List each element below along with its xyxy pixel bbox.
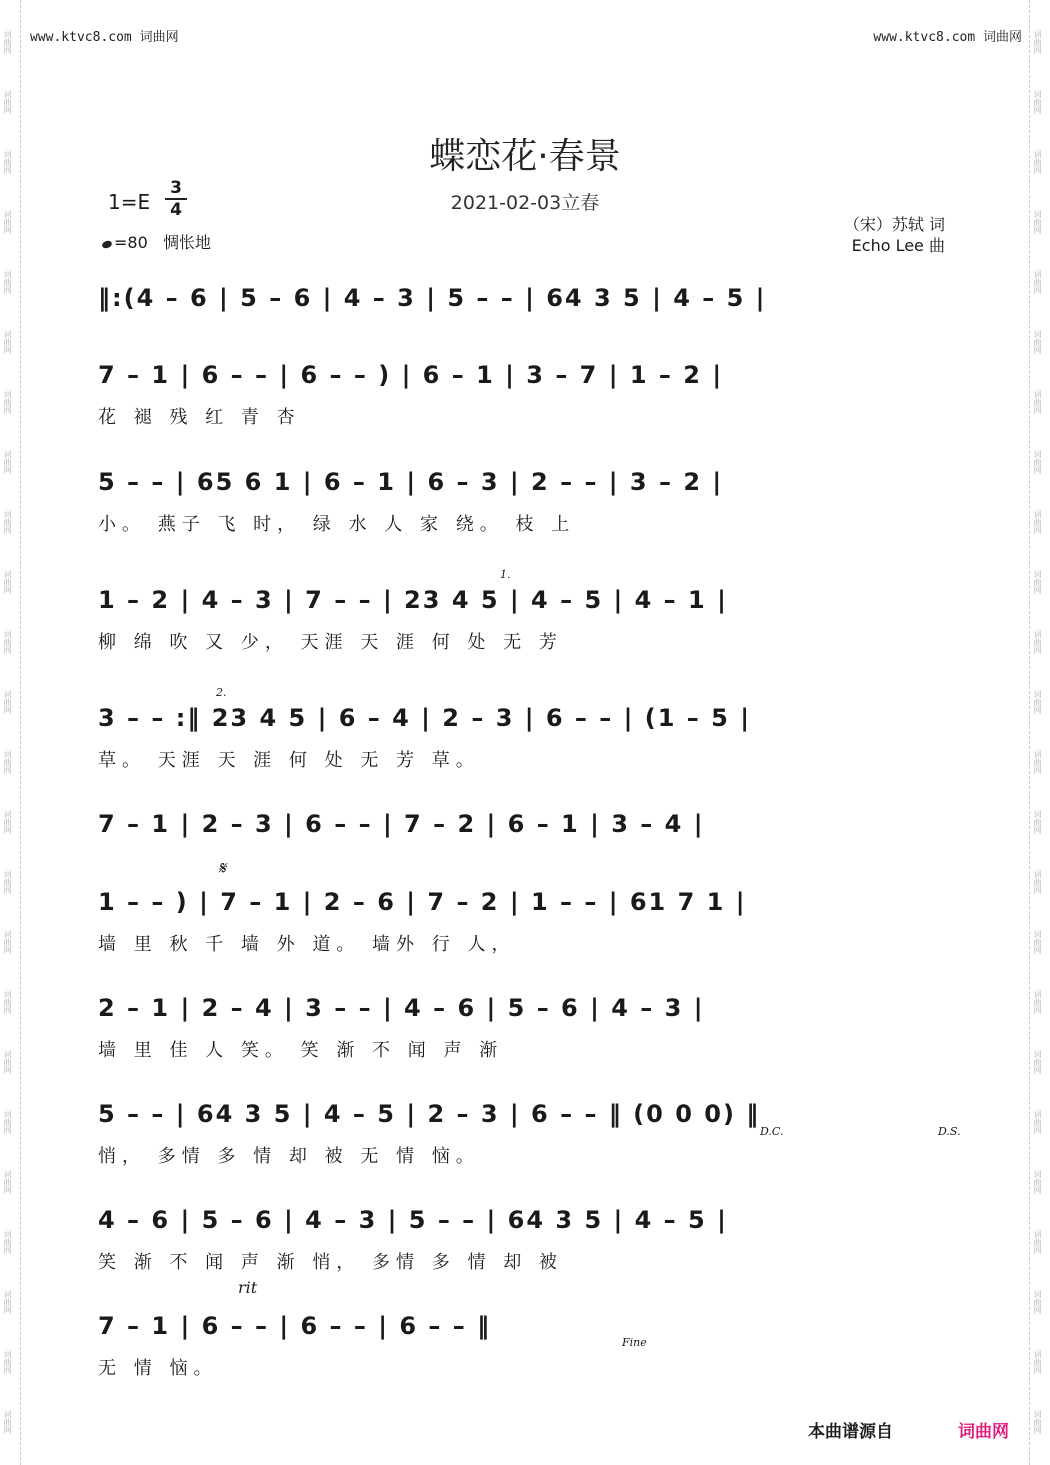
side-watermark-text: 词曲网	[3, 1170, 12, 1194]
side-watermark-text: 词曲网	[1033, 1050, 1042, 1074]
lyrics-line: 柳 绵 吹 又 少， 天涯 天 涯 何 处 无 芳	[98, 632, 563, 653]
side-watermark-text: 词曲网	[3, 450, 12, 474]
side-watermark-text: 词曲网	[1033, 690, 1042, 714]
lyrics-line: 墙 里 秋 千 墙 外 道。 墙外 行 人，	[98, 934, 516, 955]
side-watermark-text: 词曲网	[1033, 330, 1042, 354]
notes-line: ‖:(4 – 6 | 5 – 6 | 4 – 3 | 5 – – | 64 3 5 | 4 – 5 |	[98, 284, 767, 312]
notes-line: 7 – 1 | 2 – 3 | 6 – – | 7 – 2 | 6 – 1 | 3 – 4 |	[98, 810, 705, 838]
side-watermark-text: 词曲网	[1033, 30, 1042, 54]
notes-line: 4 – 6 | 5 – 6 | 4 – 3 | 5 – – | 64 3 5 | 4 – 5 |	[98, 1206, 728, 1234]
notes-line: 2 – 1 | 2 – 4 | 3 – – | 4 – 6 | 5 – 6 | 4 – 3 |	[98, 994, 705, 1022]
header-left: www.ktvc8.com 词曲网	[30, 30, 179, 45]
lyrics-line: 悄， 多情 多 情 却 被 无 情 恼。	[98, 1146, 480, 1167]
score-system	[98, 355, 950, 465]
composer-credit: Echo Lee 曲	[851, 236, 945, 255]
side-watermark-text: 词曲网	[1033, 1170, 1042, 1194]
side-watermark-text: 词曲网	[3, 630, 12, 654]
lyrics-line: 花 褪 残 红 青 杏	[98, 407, 301, 428]
score-system	[98, 698, 950, 808]
score-system	[98, 580, 950, 690]
side-watermark-text: 词曲网	[3, 90, 12, 114]
side-watermark-text: 词曲网	[3, 390, 12, 414]
lyrics-line: 草。 天涯 天 涯 何 处 无 芳 草。	[98, 750, 480, 771]
page-title: 蝶恋花·春景	[429, 136, 621, 177]
side-watermark-text: 词曲网	[3, 1050, 12, 1074]
side-watermark-text: 词曲网	[1033, 90, 1042, 114]
side-watermark-text: 词曲网	[1033, 810, 1042, 834]
side-watermark-text: 词曲网	[1033, 630, 1042, 654]
side-watermark-text: 词曲网	[3, 510, 12, 534]
side-watermark-text: 词曲网	[1033, 1350, 1042, 1374]
ds-marker: D.S.	[938, 1125, 961, 1138]
side-watermark-text: 词曲网	[1033, 210, 1042, 234]
side-watermark-text: 词曲网	[1033, 1290, 1042, 1314]
score-system	[98, 462, 950, 572]
score-system	[98, 1306, 950, 1416]
dc-marker: D.C.	[760, 1125, 784, 1138]
side-watermark-text: 词曲网	[1033, 510, 1042, 534]
notes-line: 3 – – :‖ 23 4 5 | 6 – 4 | 2 – 3 | 6 – – | (1 – 5 |	[98, 704, 751, 732]
score-system	[98, 882, 950, 992]
notes-line: 7 – 1 | 6 – – | 6 – – ) | 6 – 1 | 3 – 7 | 1 – 2 |	[98, 361, 724, 389]
side-watermark-text: 词曲网	[3, 750, 12, 774]
side-watermark-text: 词曲网	[1033, 390, 1042, 414]
volta-1-marker: 1.	[500, 568, 511, 581]
side-watermark-text: 词曲网	[3, 150, 12, 174]
notes-line: 5 – – | 65 6 1 | 6 – 1 | 6 – 3 | 2 – – | 3 – 2 |	[98, 468, 724, 496]
rit-marker: rit	[238, 1278, 258, 1297]
time-signature	[165, 178, 187, 220]
meter-top: 3	[165, 178, 187, 200]
side-watermark-text: 词曲网	[1033, 990, 1042, 1014]
fine-marker: Fine	[622, 1336, 647, 1349]
notes-line: 1 – – ) | 7 – 1 | 2 – 6 | 7 – 2 | 1 – – | 61 7 1 |	[98, 888, 747, 916]
side-watermark-text: 词曲网	[1033, 150, 1042, 174]
side-watermark-text: 词曲网	[1033, 450, 1042, 474]
notes-line: 7 – 1 | 6 – – | 6 – – | 6 – – ‖	[98, 1312, 492, 1340]
lyricist-credit: （宋）苏轼 词	[843, 215, 945, 234]
side-watermark-text: 词曲网	[3, 1290, 12, 1314]
side-watermark-text: 词曲网	[3, 1230, 12, 1254]
side-watermark-text: 词曲网	[3, 270, 12, 294]
left-margin-watermark	[0, 0, 21, 1465]
side-watermark-text: 词曲网	[3, 930, 12, 954]
side-watermark-text: 词曲网	[1033, 570, 1042, 594]
side-watermark-text: 词曲网	[1033, 1230, 1042, 1254]
side-watermark-text: 词曲网	[3, 1350, 12, 1374]
side-watermark-text: 词曲网	[1033, 930, 1042, 954]
footer-source: 本曲谱源自	[808, 1422, 893, 1442]
meter-bottom: 4	[170, 200, 182, 220]
score-system	[98, 1200, 950, 1310]
header-right: www.ktvc8.com 词曲网	[873, 30, 1022, 45]
tempo-mood: 惆怅地	[163, 233, 212, 252]
side-watermark-text: 词曲网	[1033, 870, 1042, 894]
footer-brand: 词曲网	[958, 1422, 1009, 1442]
right-margin-watermark	[1029, 0, 1050, 1465]
lyrics-line: 无 情 恼。	[98, 1358, 218, 1379]
side-watermark-text: 词曲网	[3, 330, 12, 354]
lyrics-line: 墙 里 佳 人 笑。 笑 渐 不 闻 声 渐	[98, 1040, 504, 1061]
tempo-mark	[102, 230, 211, 253]
quarter-note-icon	[101, 240, 113, 250]
segno-marker: 𝄋	[218, 858, 226, 879]
lyrics-line: 笑 渐 不 闻 声 渐 悄， 多情 多 情 却 被	[98, 1252, 563, 1273]
side-watermark-text: 词曲网	[3, 870, 12, 894]
volta-2-marker: 2.	[216, 686, 227, 699]
subtitle: 2021-02-03立春	[450, 192, 600, 214]
notes-line: 5 – – | 64 3 5 | 4 – 5 | 2 – 3 | 6 – – ‖ (0 0 0) ‖	[98, 1100, 761, 1128]
score-system	[98, 1094, 950, 1204]
lyrics-line: 小。 燕子 飞 时， 绿 水 人 家 绕。 枝 上	[98, 514, 576, 535]
side-watermark-text: 词曲网	[1033, 1110, 1042, 1134]
side-watermark-text: 词曲网	[3, 210, 12, 234]
side-watermark-text: 词曲网	[3, 990, 12, 1014]
side-watermark-text: 词曲网	[3, 690, 12, 714]
key-signature: 1=E	[108, 190, 151, 214]
notes-line: 1 – 2 | 4 – 3 | 7 – – | 23 4 5 | 4 – 5 | 4 – 1 |	[98, 586, 728, 614]
side-watermark-text: 词曲网	[1033, 270, 1042, 294]
side-watermark-text: 词曲网	[1033, 750, 1042, 774]
score-system	[98, 988, 950, 1098]
tempo-value: =80	[114, 233, 148, 252]
side-watermark-text: 词曲网	[3, 30, 12, 54]
side-watermark-text: 词曲网	[3, 810, 12, 834]
side-watermark-text: 词曲网	[3, 570, 12, 594]
side-watermark-text: 词曲网	[3, 1410, 12, 1434]
side-watermark-text: 词曲网	[1033, 1410, 1042, 1434]
side-watermark-text: 词曲网	[3, 1110, 12, 1134]
